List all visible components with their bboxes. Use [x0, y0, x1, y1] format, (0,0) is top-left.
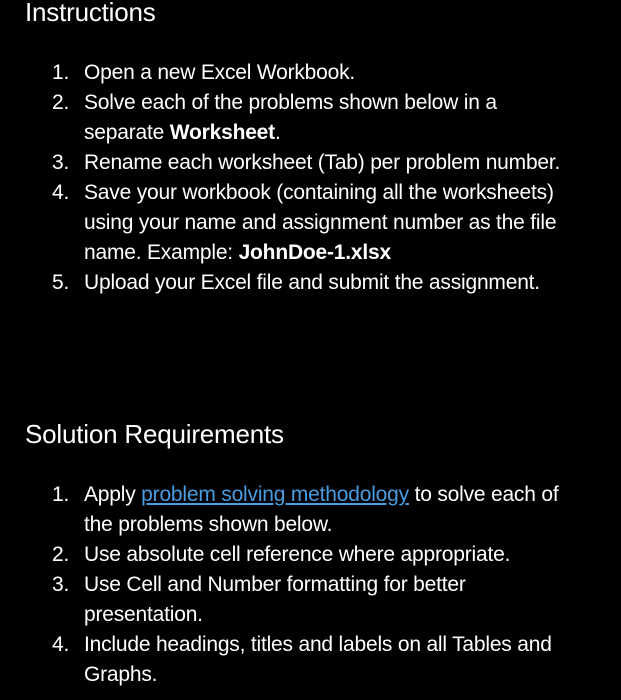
instruction-item-4	[0, 178, 621, 268]
requirement-text: Include headings, titles and labels on all Tables and Graphs.	[84, 633, 552, 686]
instruction-text: Save your workbook (containing all the worksheets) using your name and assignment number as the file name. Example:	[84, 181, 557, 264]
list-number: 1.	[52, 483, 70, 506]
requirement-text: Apply	[84, 483, 142, 506]
instructions-heading: Instructions	[25, 0, 156, 27]
requirement-text: Use absolute cell reference where appropriate.	[84, 543, 511, 566]
list-number: 4.	[52, 633, 70, 656]
instruction-bold-text: Worksheet	[169, 121, 275, 144]
instruction-item-2	[0, 88, 621, 148]
list-number: 3.	[52, 151, 70, 174]
instruction-text: Open a new Excel Workbook.	[84, 61, 356, 84]
requirement-item-2	[0, 540, 621, 570]
instruction-item-3	[0, 148, 621, 178]
requirement-item-1	[0, 480, 621, 540]
list-number: 3.	[52, 573, 70, 596]
instruction-text: Rename each worksheet (Tab) per problem number.	[84, 151, 561, 174]
problem-solving-methodology-link[interactable]: problem solving methodology	[141, 483, 409, 506]
list-number: 1.	[52, 61, 70, 84]
requirement-text: to solve each of the problems shown below.	[84, 483, 559, 536]
instruction-item-1	[0, 58, 621, 88]
list-number: 2.	[52, 543, 70, 566]
instruction-text: Solve each of the problems shown below in a separate	[84, 91, 497, 144]
requirement-text: Use Cell and Number formatting for better presentation.	[84, 573, 466, 626]
instruction-text: .	[274, 121, 281, 144]
instruction-item-5	[0, 268, 621, 298]
instructions-list	[0, 58, 621, 298]
list-number: 5.	[52, 271, 70, 294]
list-number: 2.	[52, 91, 70, 114]
solution-requirements-heading: Solution Requirements	[25, 419, 284, 449]
instruction-text: Upload your Excel file and submit the assignment.	[84, 271, 540, 294]
requirement-item-3	[0, 570, 621, 630]
example-filename: JohnDoe-1.xlsx	[238, 241, 391, 264]
solution-requirements-list	[0, 480, 621, 690]
requirement-item-4	[0, 630, 621, 690]
list-number: 4.	[52, 181, 70, 204]
